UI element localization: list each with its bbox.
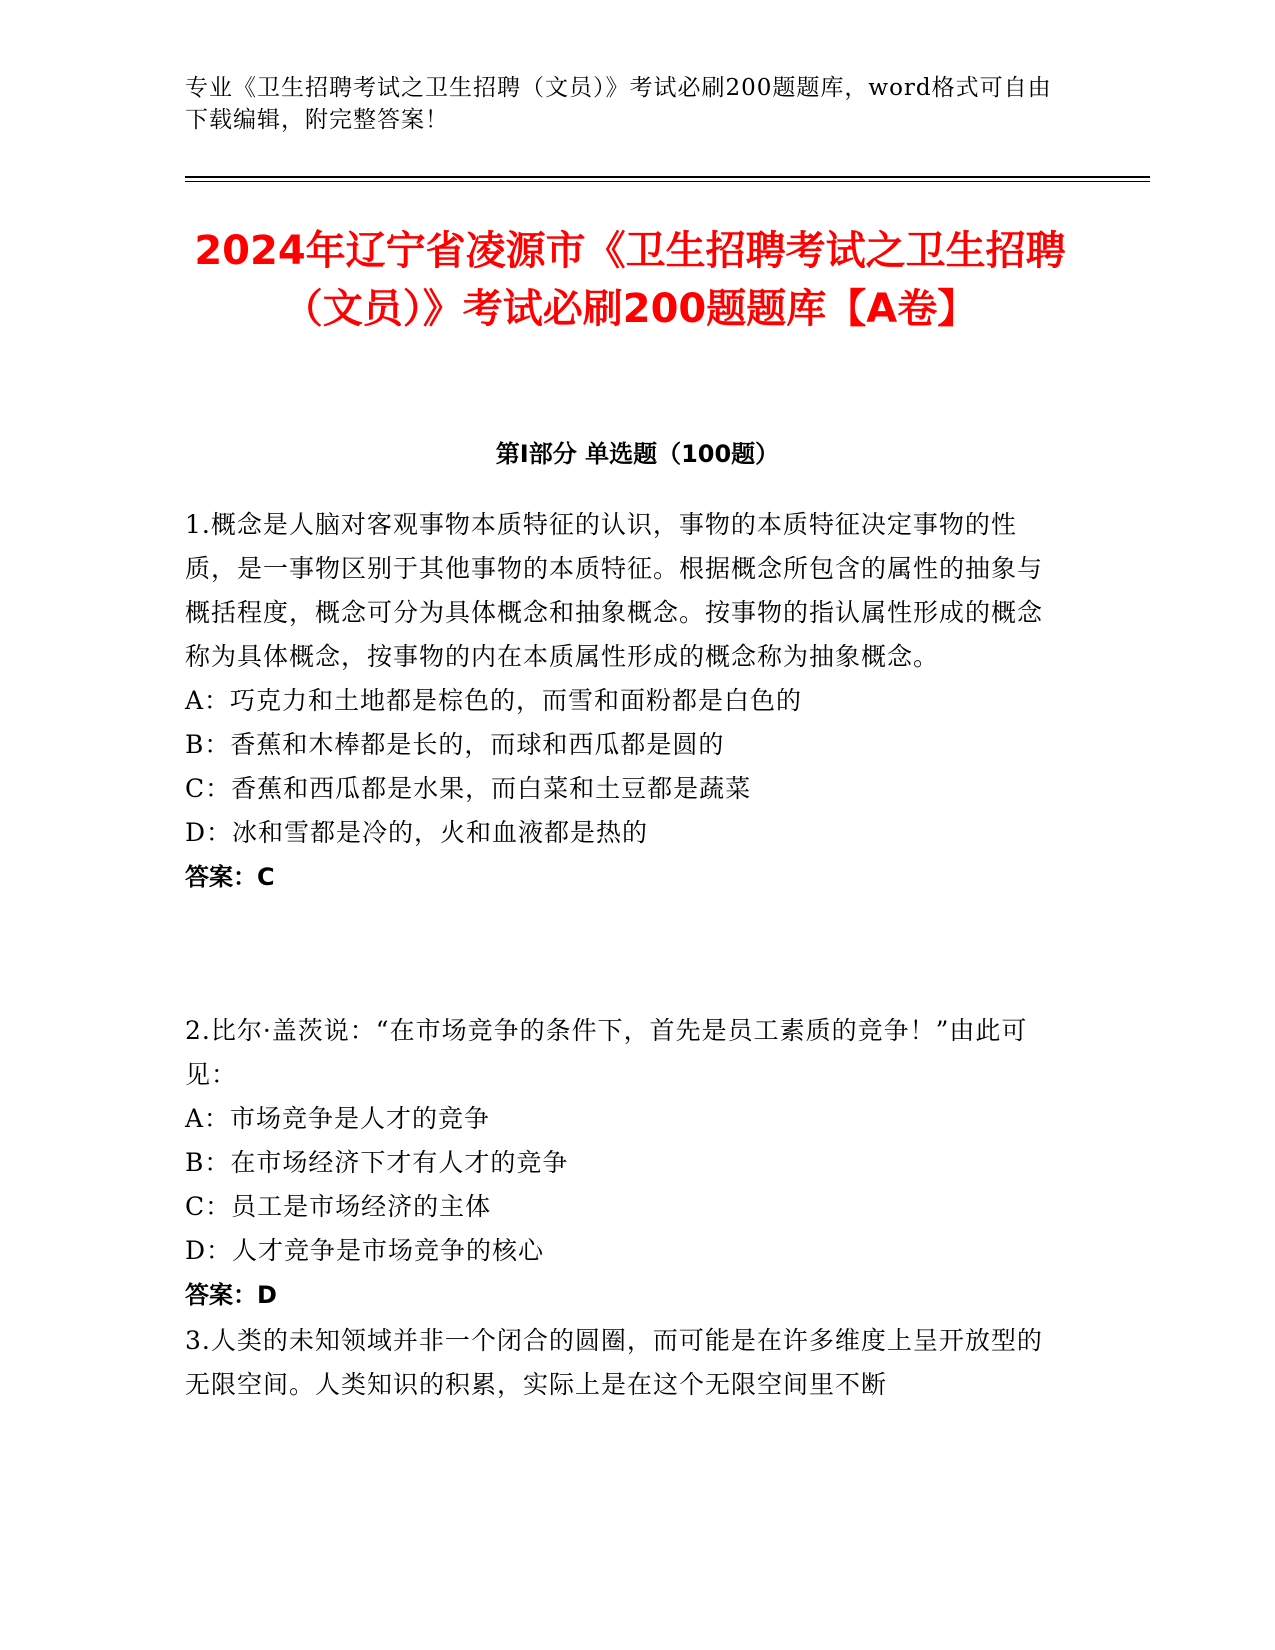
question-stem: 2.比尔·盖茨说：“在市场竞争的条件下，首先是员工素质的竞争！”由此可见：	[185, 1016, 1028, 1089]
option-d: D：人才竞争是市场竞争的核心	[185, 1236, 545, 1265]
answer-line: 答案：C	[185, 863, 275, 891]
answer-line: 答案：D	[185, 1281, 277, 1309]
question-2	[185, 1009, 1055, 1317]
option-d: D：冰和雪都是冷的，火和血液都是热的	[185, 818, 649, 847]
question-1	[185, 503, 1055, 899]
option-b: B：香蕉和木棒都是长的，而球和西瓜都是圆的	[185, 730, 725, 759]
option-c: C：员工是市场经济的主体	[185, 1192, 492, 1221]
option-b: B：在市场经济下才有人才的竞争	[185, 1148, 569, 1177]
header-divider-thin	[185, 181, 1150, 182]
document-title: 2024年辽宁省凌源市《卫生招聘考试之卫生招聘（文员）》考试必刷200题题库【A卷】	[194, 228, 1066, 332]
option-a: A：巧克力和土地都是棕色的，而雪和面粉都是白色的	[185, 686, 803, 715]
question-stem: 1.概念是人脑对客观事物本质特征的认识，事物的本质特征决定事物的性质，是一事物区别于其他事物的本质特征。根据概念所包含的属性的抽象与概括程度，概念可分为具体概念和抽象概念。按事物的指认属性形成的概念称为具体概念，按事物的内在本质属性形成的概念称为抽象概念。	[185, 510, 1044, 671]
question-stem: 3.人类的未知领域并非一个闭合的圆圈，而可能是在许多维度上呈开放型的无限空间。人类知识的积累，实际上是在这个无限空间里不断	[185, 1326, 1043, 1399]
header-note: 专业《卫生招聘考试之卫生招聘（文员）》考试必刷200题题库，word格式可自由下载编辑，附完整答案！	[185, 75, 1052, 133]
section-title: 第I部分 单选题（100题）	[495, 440, 780, 468]
header-divider-thick	[185, 176, 1150, 178]
option-a: A：市场竞争是人才的竞争	[185, 1104, 491, 1133]
question-3	[185, 1319, 1055, 1407]
option-c: C：香蕉和西瓜都是水果，而白菜和土豆都是蔬菜	[185, 774, 752, 803]
